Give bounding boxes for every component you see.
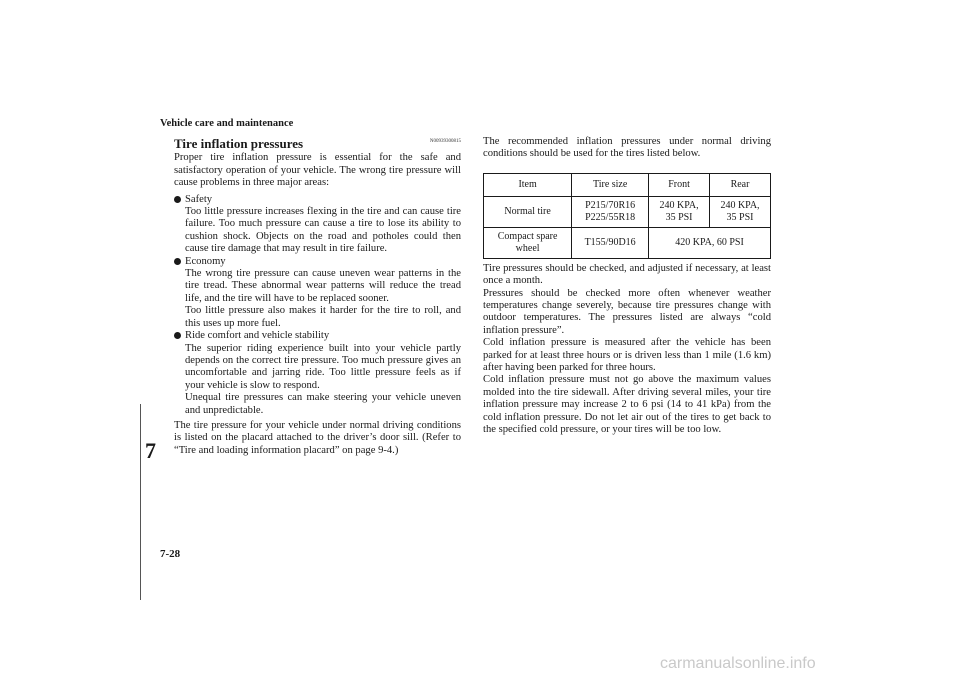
watermark-footer: carmanualsonline.info xyxy=(660,655,816,672)
intro-paragraph: Proper tire inflation pressure is essential for the safe and satisfactory operation of your vehicle. The wrong tire pressure will cause problems in three major areas: xyxy=(174,152,461,189)
cell-line: wheel xyxy=(515,242,540,254)
cell-line: 240 KPA, xyxy=(659,200,699,212)
body-paragraph: Pressures should be checked more often whenever weather temperatures change severely, because tire pressures change with outdoor temperatures. The pressures listed are always “cold inflation pressure”. xyxy=(483,287,771,336)
list-item xyxy=(174,330,461,417)
cell-line: P215/70R16 xyxy=(585,200,636,212)
bullet-text: Too little pressure increases flexing in the tire and can cause tire failure. Too much pressure can cause a tire to lose its ability to cushion shock. Objects on the road and potholes could then cause tire damage that may result in tire failure. xyxy=(185,206,461,255)
bullet-text: Unequal tire pressures can make steering your vehicle uneven and unpredictable. xyxy=(185,392,461,416)
bullet-heading: Safety xyxy=(185,193,213,205)
bullet-text: The superior riding experience built into your vehicle partly depends on the correct tire pressure. Too much pressure gives an uncomfortable and jarring ride. Too little pressure feels as if your vehicle is slow to respond. xyxy=(185,342,461,391)
table-intro-paragraph: The recommended inflation pressures under normal driving conditions should be used for the tires listed below. xyxy=(483,136,771,160)
bullet-text: Too little pressure also makes it harder for the tire to roll, and this uses up more fuel. xyxy=(185,305,461,329)
bullet-text: The wrong tire pressure can cause uneven wear patterns in the tire tread. These abnormal wear patterns will reduce the tread life, and the tire will have to be replaced sooner. xyxy=(185,268,461,304)
chapter-tab-number: 7 xyxy=(145,438,156,463)
table-header-row xyxy=(484,173,771,196)
cell-line: 240 KPA, xyxy=(720,200,760,212)
table-cell xyxy=(572,196,649,227)
column-header: Item xyxy=(484,173,572,196)
list-item xyxy=(174,256,461,330)
cell-line: 35 PSI xyxy=(726,211,754,223)
page-number: 7-28 xyxy=(160,548,181,560)
section-code: N00939300815 xyxy=(429,139,461,144)
list-item xyxy=(174,194,461,256)
right-column xyxy=(483,136,771,437)
problem-areas-list xyxy=(174,194,461,417)
cell-line: P225/55R18 xyxy=(585,211,636,223)
table-cell xyxy=(484,227,572,258)
body-paragraph: Cold inflation pressure must not go above the maximum values molded into the tire sidewall. After driving several miles, your tire inflation pressure may increase 2 to 6 psi (14 to 41 kPa) from the cold inflation pressure. Do not let air out of the tires to get back to the specified cold pressure, or your tires will be too low. xyxy=(483,374,771,436)
bullet-icon xyxy=(174,196,181,203)
bullet-heading: Economy xyxy=(185,255,226,267)
bullet-heading: Ride comfort and vehicle stability xyxy=(185,330,330,342)
column-header: Rear xyxy=(710,173,771,196)
table-row xyxy=(484,227,771,258)
section-title-row xyxy=(174,136,461,150)
table-cell: 420 KPA, 60 PSI xyxy=(649,227,771,258)
running-header: Vehicle care and maintenance xyxy=(160,118,294,129)
left-column xyxy=(174,136,461,457)
outro-paragraph: The tire pressure for your vehicle under normal driving conditions is listed on the placard attached to the driver’s door sill. (Refer to “Tire and loading information placard” on page 9-4.) xyxy=(174,419,461,456)
tire-pressure-table xyxy=(483,173,771,259)
bullet-icon xyxy=(174,332,181,339)
table-cell: T155/90D16 xyxy=(572,227,649,258)
body-paragraph: Cold inflation pressure is measured after the vehicle has been parked for at least three hours or is driven less than 1 mile (1.6 km) after having been parked for three hours. xyxy=(483,337,771,374)
table-cell: Normal tire xyxy=(484,196,572,227)
cell-line: Compact spare xyxy=(497,231,558,243)
body-paragraph: Tire pressures should be checked, and adjusted if necessary, at least once a month. xyxy=(483,262,771,287)
chapter-tab-divider xyxy=(140,404,141,600)
table-cell xyxy=(710,196,771,227)
table-cell xyxy=(649,196,710,227)
table-row xyxy=(484,196,771,227)
section-title: Tire inflation pressures xyxy=(174,136,304,151)
bullet-icon xyxy=(174,258,181,265)
column-header: Tire size xyxy=(572,173,649,196)
column-header: Front xyxy=(649,173,710,196)
cell-line: 35 PSI xyxy=(665,211,693,223)
